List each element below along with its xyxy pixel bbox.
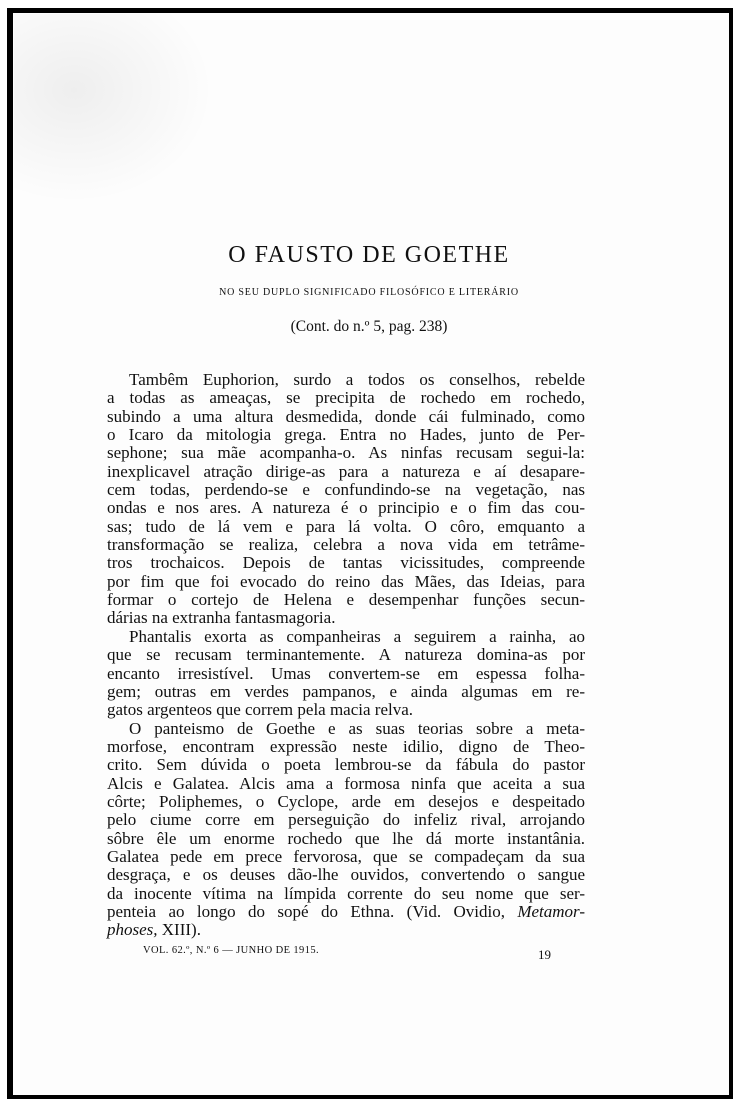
body-line: subindo a uma altura desmedida, donde cái fulminado, como: [107, 406, 585, 426]
article-body: [107, 371, 585, 940]
body-line: dárias na extranha fantasmagoria.: [107, 608, 336, 628]
body-line: encanto irresistível. Umas convertem-se em espessa folha-: [107, 663, 585, 683]
body-line: Phantalis exorta as companheiras a seguirem a rainha, ao: [129, 626, 585, 646]
volume-footer: VOL. 62.º, N.º 6 — JUNHO DE 1915.: [143, 945, 320, 956]
body-line-text: penteia ao longo do sopé do Ethna. (Vid. Ovidio,: [107, 901, 518, 921]
body-line: transformação se realiza, celebra a nova vida em tetrâme-: [107, 535, 585, 555]
body-line: Galatea pede em prece fervorosa, que se compadeçam da sua: [107, 846, 585, 866]
body-line: sôbre êle um enorme rochedo que lhe dá morte instantânia.: [107, 828, 585, 848]
body-line: gem; outras em verdes pampanos, e ainda algumas em re-: [107, 681, 585, 701]
body-line: ondas e nos ares. A natureza é o principio e o fim das cou-: [107, 498, 585, 518]
body-line: desgraça, e os deuses dão-lhe ouvidos, convertendo o sangue: [107, 865, 585, 885]
body-line: gatos argenteos que correm pela macia relva.: [107, 700, 414, 720]
article-subtitle: NO SEU DUPLO SIGNIFICADO FILOSÓFICO E LITERÁRIO: [219, 287, 519, 298]
body-line: formar o cortejo de Helena e desempenhar funções secun-: [107, 590, 585, 610]
body-line: côrte; Poliphemes, o Cyclope, arde em desejos e despeitado: [107, 791, 585, 811]
article-title: O FAUSTO DE GOETHE: [228, 242, 510, 268]
body-line: sas; tudo de lá vem e para lá volta. O côro, emquanto a: [107, 516, 585, 536]
body-line: cem todas, perdendo-se e confundindo-se na vegetação, nas: [107, 480, 585, 500]
body-line: Tambêm Euphorion, surdo a todos os conselhos, rebelde: [129, 370, 585, 389]
body-line: crito. Sem dúvida o poeta lembrou-se da fábula do pastor: [107, 755, 585, 775]
body-line-text: XIII).: [157, 920, 201, 940]
italic-title-fragment: Metamor-: [517, 901, 585, 921]
body-line: Alcis e Galatea. Alcis ama a formosa ninfa que aceita a sua: [107, 773, 585, 793]
body-line: a todas as ameaças, se precipita de rochedo em rochedo,: [107, 388, 585, 408]
body-line: da inocente vítima na límpida corrente do seu nome que ser-: [107, 883, 585, 903]
body-line: o Icaro da mitologia grega. Entra no Hades, junto de Per-: [107, 425, 585, 445]
body-line: O panteismo de Goethe e as suas teorias sobre a meta-: [129, 718, 585, 738]
body-line: [107, 921, 585, 939]
body-line: inexplicavel atração dirige-as para a natureza e aí desapare-: [107, 461, 585, 481]
continuation-note: (Cont. do n.º 5, pag. 238): [290, 318, 448, 335]
page-number: 19: [538, 947, 551, 962]
italic-title-fragment: phoses,: [107, 920, 158, 940]
body-line: sephone; sua mãe acompanha-o. As ninfas recusam segui-la:: [107, 443, 585, 463]
body-line: tros trochaicos. Depois de tantas vicissitudes, compreende: [107, 553, 585, 573]
scan-smudge: [14, 14, 214, 204]
body-line: por fim que foi evocado do reino das Mães, das Ideias, para: [107, 571, 585, 591]
body-line: [107, 903, 585, 921]
body-line: morfose, encontram expressão neste idilio, digno de Theo-: [107, 736, 585, 756]
body-line: pelo ciume corre em perseguição do infeliz rival, arrojando: [107, 810, 585, 830]
body-line: que se recusam terminantemente. A natureza domina-as por: [107, 645, 585, 665]
